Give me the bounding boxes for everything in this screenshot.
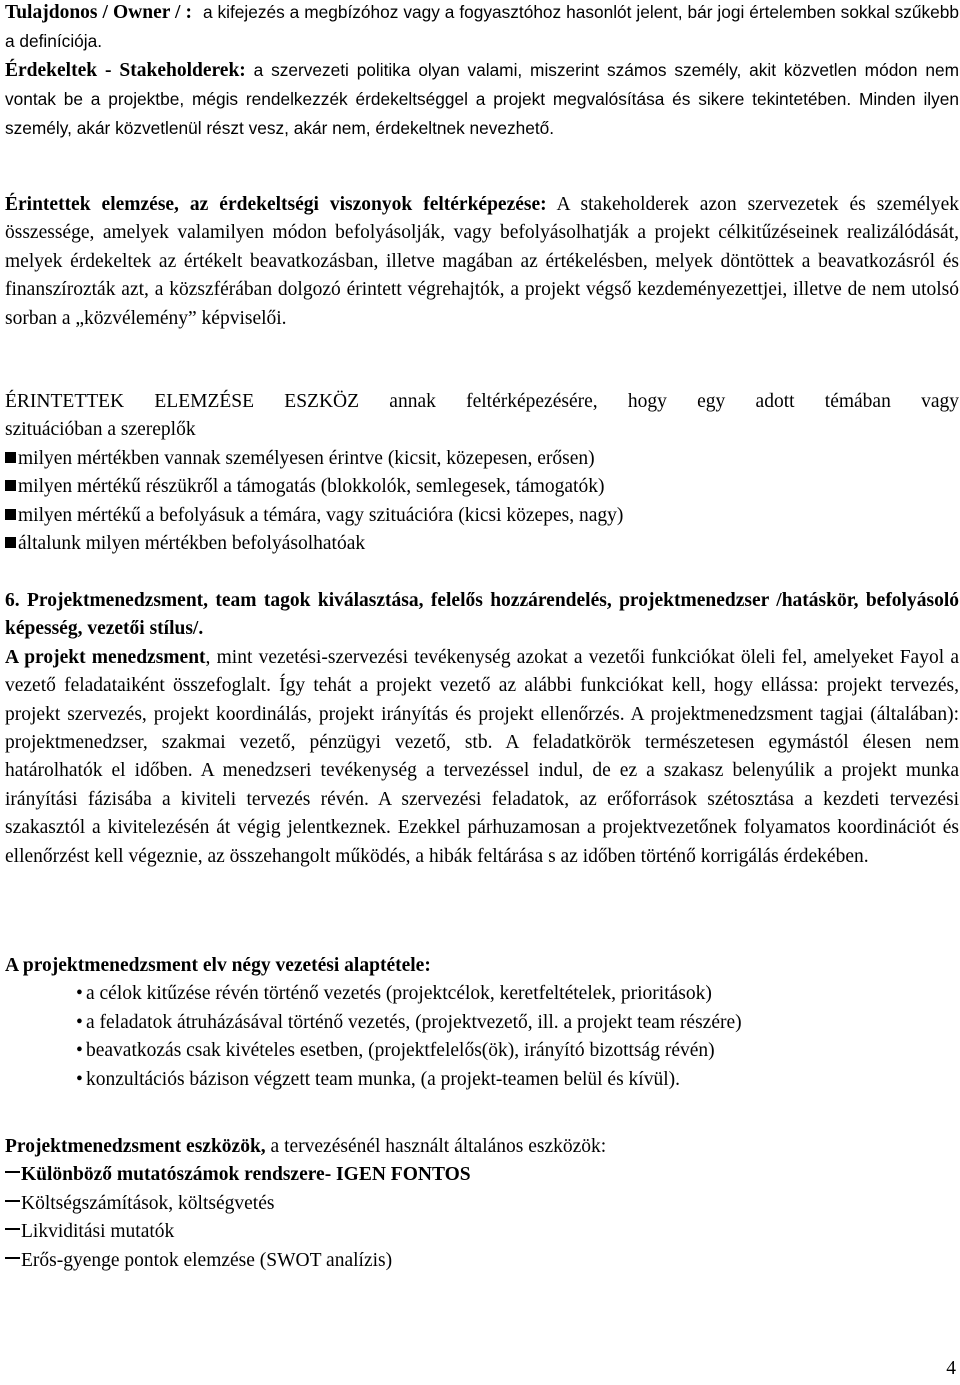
square-bullet-icon xyxy=(5,452,16,463)
list-item-text: Erős-gyenge pontok elemzése (SWOT analízis) xyxy=(21,1249,393,1271)
list-item xyxy=(5,1247,959,1275)
stakeholder-term: Érdekeltek - Stakeholderek: xyxy=(5,59,246,81)
owner-term: Tulajdonos / Owner / : xyxy=(5,2,192,23)
list-item-text: Különböző mutatószámok rendszere- IGEN FONTOS xyxy=(21,1164,471,1186)
dash-bullet-icon xyxy=(5,1200,20,1202)
analysis-tool-block xyxy=(5,388,959,558)
tools-block xyxy=(5,1133,959,1275)
section-heading: 6. Projektmenedzsment, team tagok kiválasztása, felelős hozzárendelés, projektmenedzser /hatáskör, befolyásoló képesség, vezetői stílus/. xyxy=(5,590,959,640)
analysis-tool-intro-1: ÉRINTETTEK ELEMZÉSE ESZKÖZ annak feltérképezésére, hogy egy adott témában vagy xyxy=(5,391,959,412)
dash-bullet-icon xyxy=(5,1171,20,1173)
project-management-text: , mint vezetési-szervezési tevékenység azokat a vezetői funkciókat öleli fel, amelyeket Fayol a vezető feladataiként összefoglalt. Így tehát a projekt vezető az alábbi funkciókat kell, hogy ellássa: projekt tervezés, projekt szervezés, projekt koordinálás, projekt irányítás és projekt ellenőrzés. A projektmenedzsment tagjai (általában): projektmenedzser, szakmai vezető, pénzügyi vezető, stb. A feladatkörök természetesen egymástól élesen nem határolhatók el időben. A menedzseri tevékenység a tervezéssel indul, de ez a szakasz belenyúlik a projekt munka irányítási fázisába a kiviteli tervezés révén. A szervezési feladatok, az erőforrások szétosztása a kezdeti tervezési szakasztól a kivitelezésén át végig jelentkeznek. Ezekkel párhuzamosan a projektvezetőnek folyamatos koordinációt és ellenőrzést kell végeznie, az összehangolt működés, a hibák feltárása s az időben történő korrigálás érdekében. xyxy=(5,646,959,867)
list-item-text: konzultációs bázison végzett team munka, (a projekt-teamen belül és kívül). xyxy=(86,1068,681,1090)
list-item-text: beavatkozás csak kivételes esetben, (projektfelelős(ök), irányító bizottság révén) xyxy=(86,1040,715,1062)
list-item xyxy=(5,502,959,530)
stakeholder-analysis-paragraph xyxy=(5,191,959,333)
tools-heading xyxy=(5,1133,959,1161)
list-item xyxy=(5,1161,959,1189)
list-item xyxy=(5,980,959,1008)
bullet-icon: • xyxy=(76,1068,83,1090)
owner-definition xyxy=(5,0,959,56)
project-management-term: A projekt menedzsment xyxy=(5,646,206,668)
list-item xyxy=(5,1066,959,1094)
dash-bullet-icon xyxy=(5,1257,20,1259)
tools-heading-term: Projektmenedzsment eszközök, xyxy=(5,1136,266,1157)
square-bullet-icon xyxy=(5,537,16,548)
stakeholder-analysis-heading: Érintettek elemzése, az érdekeltségi viszonyok feltérképezése: xyxy=(5,194,547,215)
list-item xyxy=(5,445,959,473)
list-item-text: milyen mértékben vannak személyesen érintve (kicsit, közepesen, erősen) xyxy=(18,447,595,469)
square-bullet-icon xyxy=(5,509,16,520)
stakeholder-analysis-block xyxy=(5,191,959,333)
list-item-text: a feladatok átruházásával történő vezetés, (projektvezető, ill. a projekt team részére) xyxy=(86,1011,742,1033)
list-item xyxy=(5,1218,959,1246)
bullet-icon: • xyxy=(76,983,83,1005)
project-management-paragraph xyxy=(5,644,959,871)
analysis-tool-intro-2: szituációban a szereplők xyxy=(5,419,196,441)
list-item-text: általunk milyen mértékben befolyásolhatóak xyxy=(18,533,366,555)
definitions-block xyxy=(5,0,959,142)
bullet-icon: • xyxy=(76,1011,83,1033)
list-item-text: milyen mértékű részükről a támogatás (blokkolók, semlegesek, támogatók) xyxy=(18,476,605,498)
square-bullet-icon xyxy=(5,480,16,491)
list-item xyxy=(5,473,959,501)
stakeholder-analysis-text: A stakeholderek azon szervezetek és személyek összessége, amelyek valamilyen módon befolyásolják, vagy befolyásolhatják a projekt célkitűzéseinek realizálódását, melyek érdekeltek az értékelt beavatkozásban, illetve magában az értékelésben, melyek döntöttek a beavatkozásról és finanszírozták azt, a közszférában dolgozó érintett végrehajtók, a projekt végső kezdeményezettjei, illetve de nem utolsó sorban a „közvélemény” képviselői. xyxy=(5,194,959,329)
project-management-block xyxy=(5,587,959,871)
bullet-icon: • xyxy=(76,1040,83,1062)
page-number: 4 xyxy=(946,1358,956,1379)
list-item xyxy=(5,1037,959,1065)
principles-heading: A projektmenedzsment elv négy vezetési alaptétele: xyxy=(5,955,431,976)
list-item-text: milyen mértékű a befolyásuk a témára, vagy szituációra (kicsi közepes, nagy) xyxy=(18,504,624,526)
list-item-text: Likviditási mutatók xyxy=(21,1221,175,1243)
list-item xyxy=(5,530,959,558)
list-item xyxy=(5,1190,959,1218)
stakeholder-text: a szervezeti politika olyan valami, miszerint számos személy, akit közvetlen módon nem vontak be a projektbe, mégis rendelkezzék érdekeltséggel a projekt megvalósítása és sikere tekintetében. Minden ilyen személy, akár közvetlenül részt vesz, akár nem, érdekeltnek nevezhető. xyxy=(5,59,959,138)
list-item-text: a célok kitűzése révén történő vezetés (projektcélok, keretfeltételek, prioritások) xyxy=(86,983,712,1005)
list-item xyxy=(5,1009,959,1037)
stakeholder-definition xyxy=(5,56,959,142)
principles-block xyxy=(5,952,959,1094)
dash-bullet-icon xyxy=(5,1228,20,1230)
list-item-text: Költségszámítások, költségvetés xyxy=(21,1192,275,1214)
tools-heading-text: a tervezésénél használt általános eszközök: xyxy=(265,1136,607,1157)
owner-text: a kifejezés a megbízóhoz vagy a fogyasztóhoz hasonlót jelent, bár jogi értelemben sokkal szűkebb a definíciója. xyxy=(5,2,959,52)
